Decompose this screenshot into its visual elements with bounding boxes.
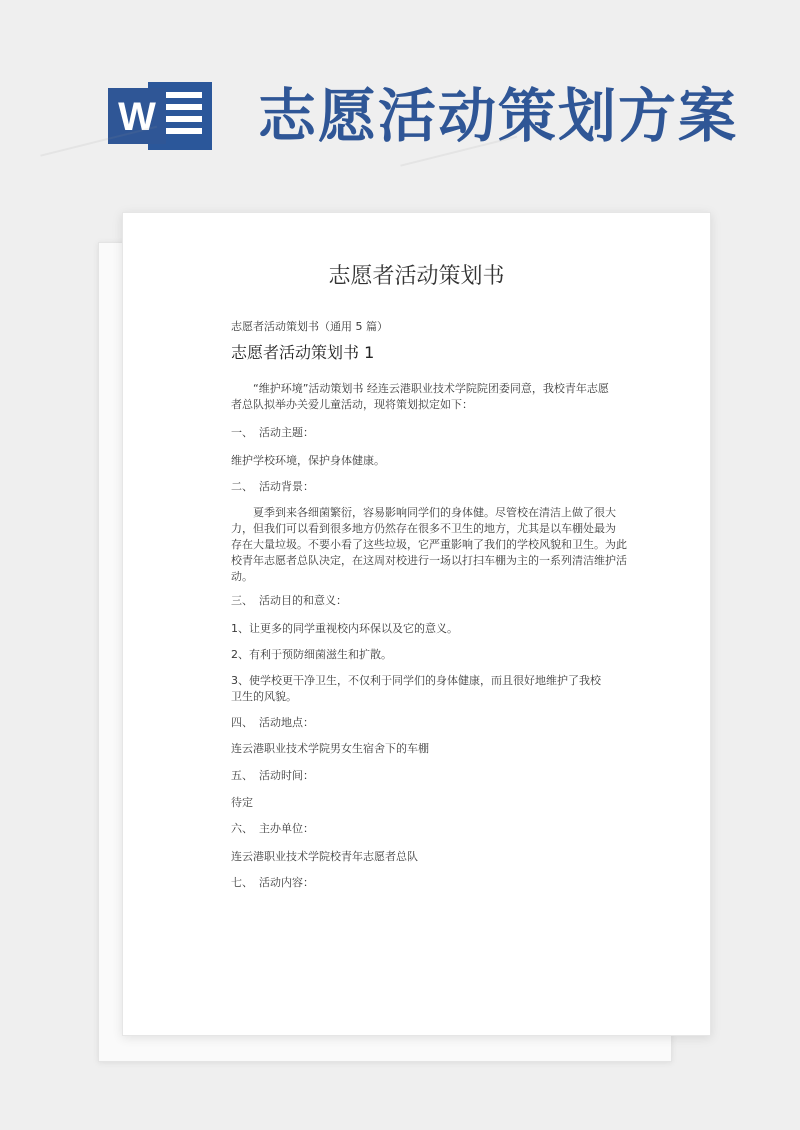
intro-line: “维护环境”活动策划书 经连云港职业技术学院院团委同意，我校青年志愿 — [253, 382, 609, 395]
section-number: 一、 — [231, 426, 253, 439]
section-title: 活动背景： — [259, 480, 314, 493]
purpose-item: 卫生的风貌。 — [231, 690, 297, 703]
document-title: 志愿者活动策划书 — [328, 264, 505, 289]
purpose-item: 1、让更多的同学重视校内环保以及它的意义。 — [231, 622, 458, 635]
section-heading — [231, 875, 638, 891]
section-number: 七、 — [231, 876, 253, 889]
section-number: 五、 — [231, 769, 253, 782]
section-heading — [231, 593, 638, 609]
background-line: 夏季到来各细菌繁衍，容易影响同学们的身体健。尽管校在清洁上做了很大 — [253, 506, 616, 519]
section-title: 活动时间： — [259, 769, 314, 782]
document-subtitle: 志愿者活动策划书 1 — [231, 343, 375, 362]
word-icon — [108, 78, 214, 154]
section-title: 活动内容： — [259, 876, 314, 889]
background-line: 存在大量垃圾。不要小看了这些垃圾，它严重影响了我们的学校风貌和卫生。为此 — [231, 538, 627, 551]
section-heading — [231, 821, 638, 837]
time-text: 待定 — [231, 796, 253, 809]
section-title: 活动地点： — [259, 716, 314, 729]
section-number: 六、 — [231, 822, 253, 835]
background-line: 力，但我们可以看到很多地方仍然存在很多不卫生的地方，尤其是以车棚处最为 — [231, 522, 616, 535]
section-title: 活动目的和意义： — [259, 594, 347, 607]
organizer-text: 连云港职业技术学院校青年志愿者总队 — [231, 850, 418, 863]
section-heading — [231, 425, 638, 441]
background-line: 校青年志愿者总队决定，在这周对校进行一场以打扫车棚为主的一系列清洁维护活 — [231, 554, 627, 567]
background-line: 动。 — [231, 570, 253, 583]
section-number: 二、 — [231, 480, 253, 493]
purpose-item: 3、使学校更干净卫生，不仅利于同学们的身体健康，而且很好地维护了我校 — [231, 674, 601, 687]
banner — [0, 60, 800, 170]
document-body — [123, 213, 710, 1035]
document-caption: 志愿者活动策划书（通用 5 篇） — [231, 320, 388, 333]
word-icon-letter: W — [118, 95, 156, 139]
section-heading — [231, 715, 638, 731]
banner-title: 志愿活动策划方案 — [258, 82, 739, 150]
document-page — [122, 212, 711, 1036]
section-heading — [231, 479, 638, 495]
section-title: 主办单位： — [259, 822, 314, 835]
location-text: 连云港职业技术学院男女生宿舍下的车棚 — [231, 742, 429, 755]
section-heading — [231, 768, 638, 784]
section-number: 四、 — [231, 716, 253, 729]
section-title: 活动主题： — [259, 426, 314, 439]
section-number: 三、 — [231, 594, 253, 607]
intro-line: 者总队拟举办关爱儿童活动，现将策划拟定如下： — [231, 398, 473, 411]
theme-text: 维护学校环境，保护身体健康。 — [231, 454, 385, 467]
purpose-item: 2、有利于预防细菌滋生和扩散。 — [231, 648, 392, 661]
